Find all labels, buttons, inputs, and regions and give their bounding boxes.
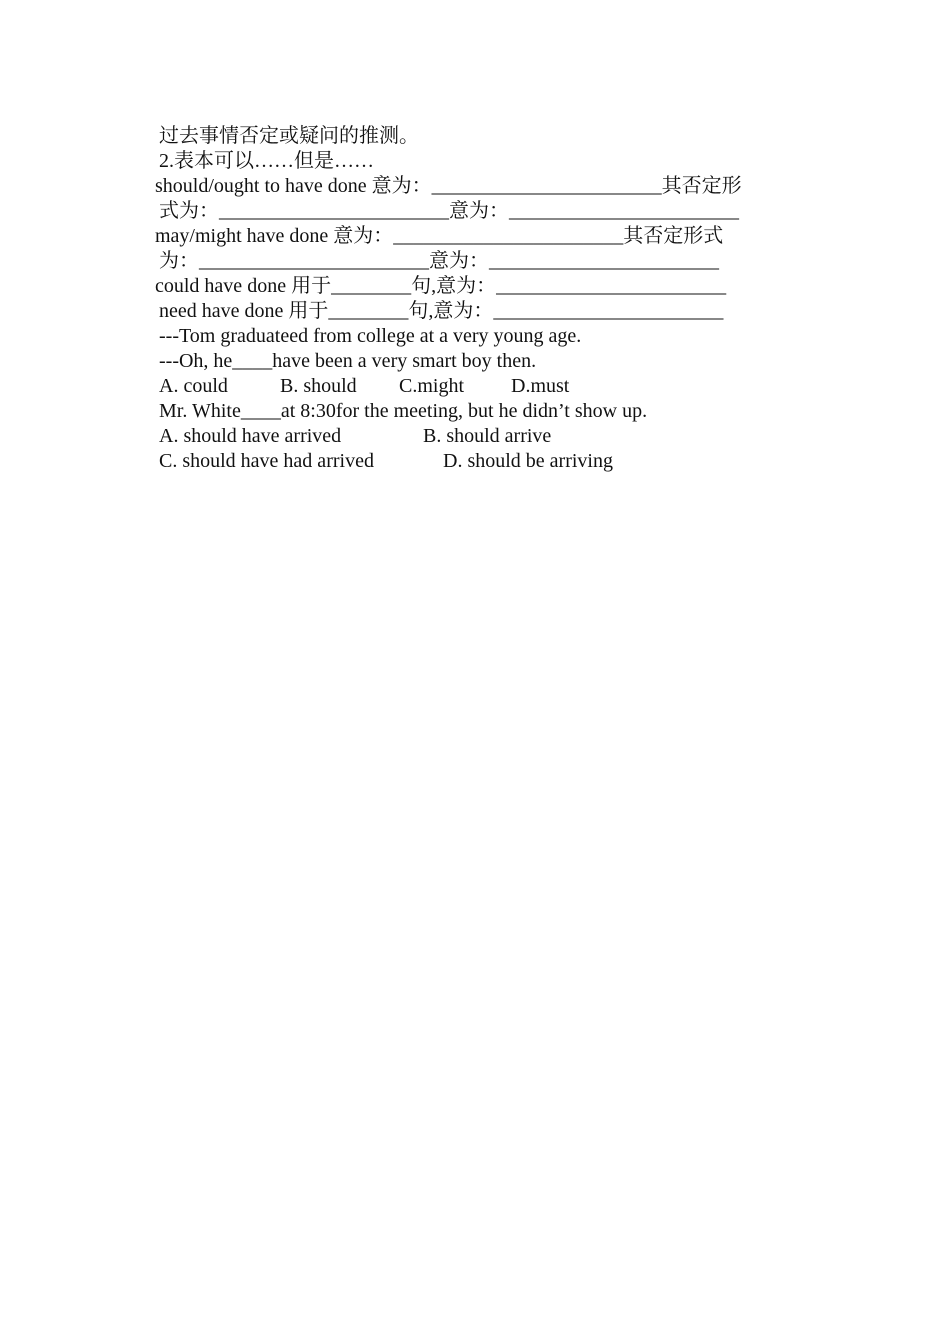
text-line-could-have-done: could have done 用于________句,意为：_______________________ — [155, 275, 727, 297]
question-1-option-d: D.must — [511, 375, 570, 397]
question-1-option-c: C.might — [399, 375, 465, 397]
text-line-may-have-done: may/might have done 意为：_______________________其否定形式 — [155, 225, 724, 247]
question-1-dialogue-a: ---Tom graduateed from college at a very young age. — [159, 325, 582, 347]
text-line-past-negative-inference: 过去事情否定或疑问的推测。 — [159, 125, 419, 147]
question-2-option-d: D. should be arriving — [443, 450, 613, 472]
question-2-option-b: B. should arrive — [423, 425, 552, 447]
text-line-may-negative-form: 为：_______________________意为：_______________________ — [159, 250, 719, 272]
question-2-option-c: C. should have had arrived — [159, 450, 374, 472]
question-2-stem: Mr. White____at 8:30for the meeting, but he didn’t show up. — [159, 400, 648, 422]
question-2-option-a: A. should have arrived — [159, 425, 342, 447]
question-1-dialogue-b: ---Oh, he____have been a very smart boy then. — [159, 350, 537, 372]
question-1-option-a: A. could — [159, 375, 228, 397]
text-line-need-have-done: need have done 用于________句,意为：_______________________ — [159, 300, 724, 322]
question-1-option-b: B. should — [280, 375, 357, 397]
text-line-should-negative-form: 式为：_______________________意为：_______________________ — [159, 200, 739, 222]
text-line-should-have-done: should/ought to have done 意为：_______________________其否定形 — [155, 175, 742, 197]
text-line-could-have-but: 2.表本可以……但是…… — [159, 150, 374, 172]
